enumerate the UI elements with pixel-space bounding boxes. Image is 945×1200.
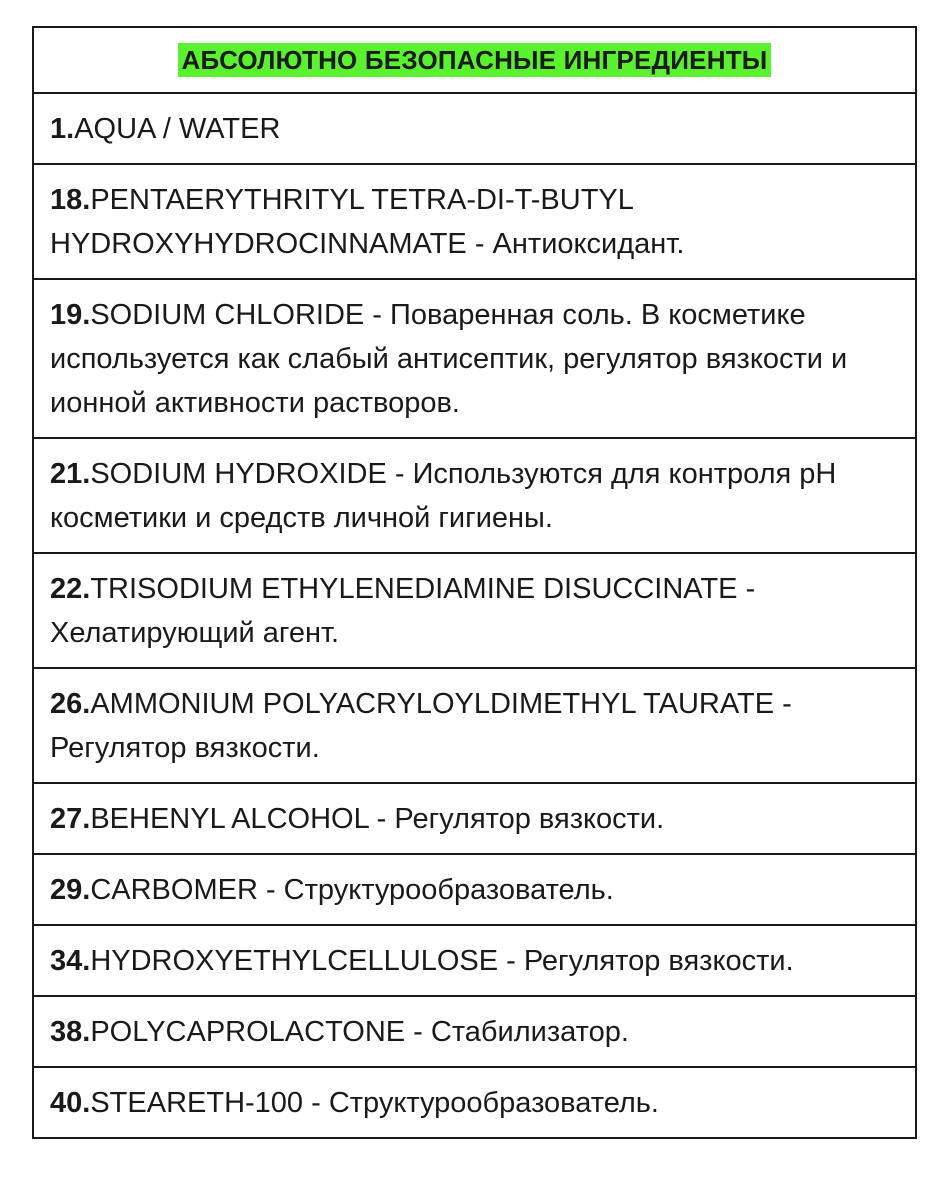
ingredient-number: 29. <box>50 873 91 906</box>
ingredient-description: - Структурообразователь. <box>257 873 614 906</box>
ingredient-name: TRISODIUM ETHYLENEDIAMINE DISUCCINATE <box>90 572 738 605</box>
ingredient-number: 34. <box>50 944 91 977</box>
ingredient-number: 27. <box>50 802 91 835</box>
ingredient-cell <box>33 553 916 668</box>
ingredient-description: - Хелатирующий агент. <box>50 572 756 649</box>
table-title: АБСОЛЮТНО БЕЗОПАСНЫЕ ИНГРЕДИЕНТЫ <box>178 43 772 77</box>
table-row <box>33 854 916 925</box>
ingredient-name: SODIUM HYDROXIDE <box>90 457 387 490</box>
ingredient-number: 40. <box>50 1086 91 1119</box>
ingredient-cell <box>33 279 916 438</box>
ingredient-description: - Регулятор вязкости. <box>50 687 792 764</box>
table-row <box>33 279 916 438</box>
ingredient-description: - Стабилизатор. <box>405 1015 629 1048</box>
ingredient-number: 38. <box>50 1015 91 1048</box>
table-row <box>33 668 916 783</box>
ingredient-name: AMMONIUM POLYACRYLOYLDIMETHYL TAURATE <box>90 687 775 720</box>
ingredient-description: - Поваренная соль. В косметике используется как слабый антисептик, регулятор вязкости и ионной активности растворов. <box>50 298 848 419</box>
table-header-cell <box>33 27 916 93</box>
ingredient-name: POLYCAPROLACTONE <box>90 1015 406 1048</box>
ingredient-name: BEHENYL ALCOHOL <box>90 802 369 835</box>
ingredient-name: HYDROXYETHYLCELLULOSE <box>90 944 499 977</box>
table-row <box>33 164 916 279</box>
table-row <box>33 93 916 164</box>
ingredient-cell <box>33 1067 916 1138</box>
ingredient-cell <box>33 854 916 925</box>
ingredient-cell <box>33 93 916 164</box>
ingredient-number: 22. <box>50 572 91 605</box>
ingredient-cell <box>33 783 916 854</box>
table-row <box>33 783 916 854</box>
table-row <box>33 438 916 553</box>
ingredient-name: PENTAERYTHRITYL TETRA-DI-T-BUTYL HYDROXYHYDROCINNAMATE <box>50 183 633 260</box>
ingredient-cell <box>33 438 916 553</box>
ingredient-cell <box>33 996 916 1067</box>
table-row <box>33 996 916 1067</box>
ingredient-cell <box>33 668 916 783</box>
ingredient-name: SODIUM CHLORIDE <box>90 298 365 331</box>
ingredient-cell <box>33 925 916 996</box>
ingredient-name: STEARETH-100 <box>90 1086 304 1119</box>
ingredient-description: - Структурообразователь. <box>303 1086 659 1119</box>
table-row <box>33 925 916 996</box>
ingredient-number: 1. <box>50 112 75 145</box>
ingredient-name: CARBOMER <box>90 873 258 906</box>
ingredient-cell <box>33 164 916 279</box>
ingredients-table <box>32 26 917 1139</box>
ingredient-description: - Антиоксидант. <box>466 227 685 260</box>
ingredient-description: - Регулятор вязкости. <box>498 944 794 977</box>
table-header-row <box>33 27 916 93</box>
table-row <box>33 1067 916 1138</box>
ingredient-number: 19. <box>50 298 91 331</box>
ingredient-number: 26. <box>50 687 91 720</box>
ingredient-number: 21. <box>50 457 91 490</box>
ingredient-number: 18. <box>50 183 91 216</box>
ingredient-description: - Используются для контроля pH косметики и средств личной гигиены. <box>50 457 837 534</box>
ingredient-name: AQUA / WATER <box>74 112 281 145</box>
table-row <box>33 553 916 668</box>
ingredient-description: - Регулятор вязкости. <box>368 802 665 835</box>
